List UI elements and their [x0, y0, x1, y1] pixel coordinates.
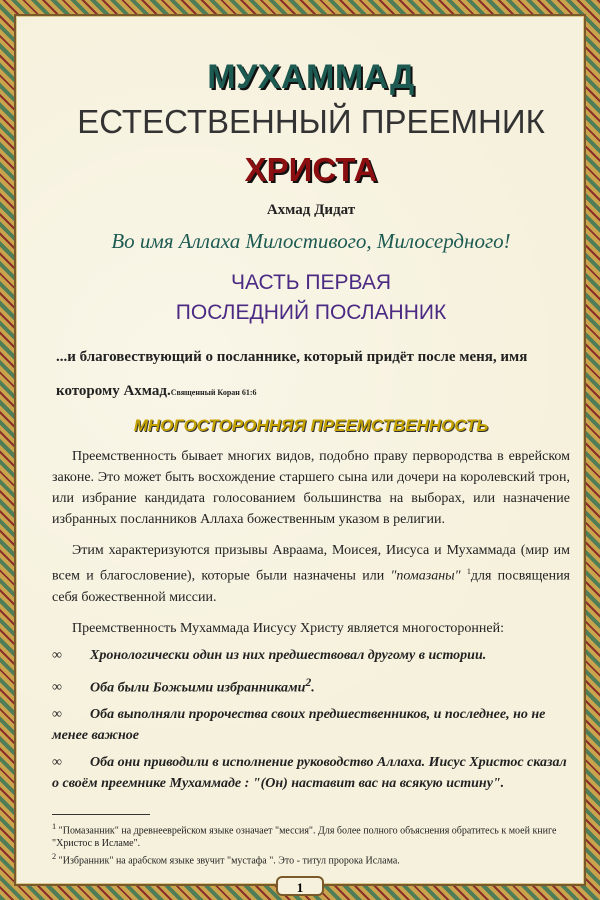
footnotes: [52, 820, 560, 868]
bullet-2: ∞ Оба были Божьими избранниками$^2$.: [52, 672, 570, 699]
infinity-bullet-icon: ∞: [52, 680, 62, 696]
footnote-ref-2: 2: [305, 675, 312, 689]
infinity-bullet-icon: ∞: [52, 707, 62, 723]
bullet-1: [52, 645, 570, 666]
footnote-2-text: "Избранник" на арабском языке звучит "мустафа ". Это - титул пророка Ислама.: [58, 855, 400, 867]
bullet-1-text: Хронологически один из них предшествовал другому в истории.: [90, 647, 487, 663]
epigraph-line-1: ...и благовествующий о посланнике, который придёт после меня, имя: [56, 349, 528, 365]
epigraph-line-2: которому Ахмад.: [56, 383, 171, 399]
title-line-2: ЕСТЕСТВЕННЫЙ ПРЕЕМНИК: [77, 103, 545, 140]
part-heading: [52, 268, 570, 328]
epigraph: [52, 340, 570, 410]
footnote-divider: [52, 814, 150, 815]
infinity-bullet-icon: ∞: [52, 647, 62, 663]
infinity-bullet-icon: ∞: [52, 755, 62, 771]
title-line-3: ХРИСТА: [244, 151, 378, 188]
paragraph-1: Преемственность бывает многих видов, подобно праву первородства в еврейском законе. Это может быть восхождение старшего сына или дочери на королевский трон, или избрание кандидата голосованием большинства на выборах, или назначение избранных посланников Аллаха божественным указом в религии.: [52, 449, 570, 527]
paragraph-2-start: Этим характеризуются призывы Авраама, Моисея, Иисуса и Мухаммада (мир им всем и благословение), которые были назначены или: [52, 543, 570, 584]
footnote-2-number: 2: [52, 852, 57, 862]
page-content: [52, 52, 570, 794]
section-title: МНОГОСТОРОННЯЯ ПРЕЕМСТВЕННОСТЬ: [133, 416, 489, 435]
page-number: 1: [276, 876, 324, 896]
bullet-3-text: Оба выполняли пророчества своих предшественников, и последнее, но не менее важное: [52, 707, 546, 744]
footnote-2: [52, 850, 560, 867]
paragraph-3: Преемственность Мухаммада Иисусу Христу является многосторонней:: [72, 620, 505, 636]
footnote-ref-1: 1: [466, 567, 471, 576]
part-line-2: ПОСЛЕДНИЙ ПОСЛАННИК: [175, 301, 447, 324]
bullet-4: [52, 752, 570, 794]
paragraph-2: [52, 540, 570, 608]
footnote-1-number: 1: [52, 822, 57, 831]
paragraph-2-end: для посвящения себя божественной миссии.: [52, 568, 570, 605]
footnote-1: [52, 820, 560, 850]
epigraph-line-2-wrap: [56, 374, 570, 410]
bullet-2-text: Оба были Божьими избранниками: [90, 680, 306, 696]
epigraph-source: Священный Коран 61:6: [170, 388, 257, 397]
author: Ахмад Дидат: [266, 202, 356, 218]
bismillah: Во имя Аллаха Милостивого, Милосердного!: [111, 229, 511, 253]
part-line-1: ЧАСТЬ ПЕРВАЯ: [230, 271, 392, 294]
bullet-4-text: Оба они приводили в исполнение руководство Аллаха. Иисус Христос сказал о своём преемнике Мухаммаде : "(Он) наставит вас на всякую истину".: [52, 755, 567, 792]
bullet-3: [52, 704, 570, 746]
title-line-1: МУХАММАД: [207, 58, 415, 96]
footnote-1-text: "Помазанник" на древнееврейском языке означает "мессия". Для более полного объяснения обратитесь к моей книге "Христос в Исламе".: [52, 825, 557, 850]
paragraph-2-quote: "помазаны": [390, 568, 461, 584]
